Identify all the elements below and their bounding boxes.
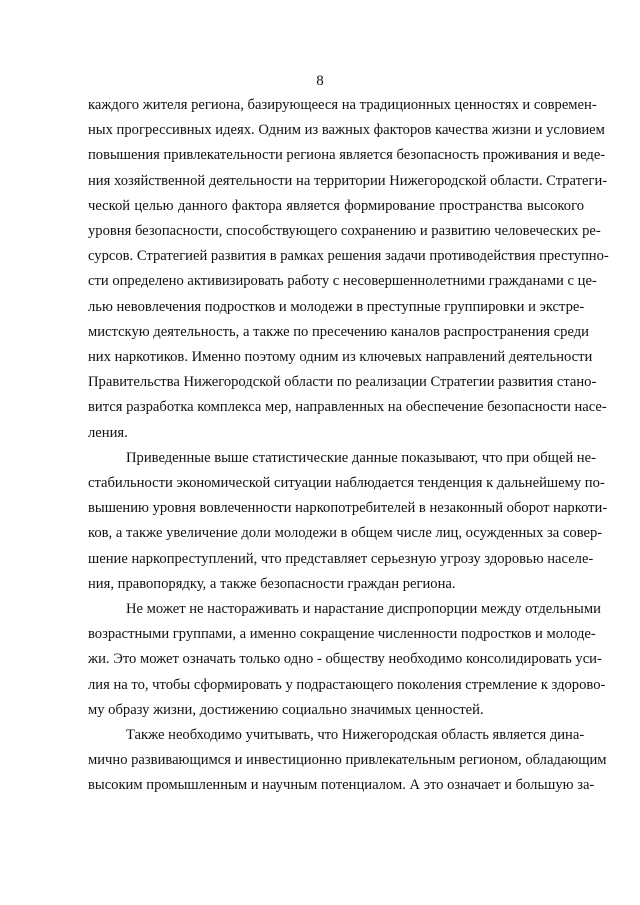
text-line: ния хозяйственной деятельности на территории Нижегородской области. Стратеги- [88,172,608,189]
text-line: них наркотиков. Именно поэтому одним из ключевых направлений деятельности [88,349,593,366]
text-line: лью невовлечения подростков и молодежи в преступные группировки и экстре- [88,298,585,315]
text-line: мистскую деятельность, а также по пресечению каналов распространения среди [88,323,589,340]
paragraph [88,597,606,723]
text-line: уровня безопасности, способствующего сохранению и развитию человеческих ре- [88,223,601,240]
text-line: ков, а также увеличение доли молодежи в общем числе лиц, осужденных за совер- [88,525,603,542]
text-line: ния, правопорядку, а также безопасности граждан региона. [88,575,456,592]
text-line: ческой целью данного фактора является формирование пространства высокого [88,197,584,214]
text-line: возрастными группами, а именно сокращение численности подростков и молоде- [88,626,596,643]
text-line: шение наркопреступлений, что представляет серьезную угрозу здоровью населе- [88,550,594,567]
text-line: Также необходимо учитывать, что Нижегородская область является дина- [126,727,585,744]
document-body [88,93,609,799]
text-line: лия на то, чтобы сформировать у подрастающего поколения стремление к здорово- [88,676,606,693]
page-number: 8 [316,73,324,89]
paragraph [88,723,607,799]
text-line: Приведенные выше статистические данные показывают, что при общей не- [126,449,596,466]
text-line: стабильности экономической ситуации наблюдается тенденция к дальнейшему по- [88,475,605,492]
text-line: высоким промышленным и научным потенциалом. А это означает и большую за- [88,777,595,794]
text-line: жи. Это может означать только одно - обществу необходимо консолидировать уси- [88,651,602,668]
text-line: сти определено активизировать работу с несовершеннолетними гражданами с це- [88,273,597,290]
text-line: Не может не настораживать и нарастание диспропорции между отдельными [126,601,601,618]
text-line: Правительства Нижегородской области по реализации Стратегии развития стано- [88,374,597,391]
text-line: му образу жизни, достижению социально значимых ценностей. [88,701,484,718]
text-line: ления. [88,424,128,441]
text-line: каждого жителя региона, базирующееся на традиционных ценностях и современ- [88,97,597,113]
text-line: вится разработка комплекса мер, направленных на обеспечение безопасности насе- [88,399,607,416]
paragraph [88,446,608,597]
text-line: ных прогрессивных идеях. Одним из важных факторов качества жизни и условием [88,122,605,139]
text-line: мично развивающимся и инвестиционно привлекательным регионом, обладающим [88,752,607,769]
text-line: вышению уровня вовлеченности наркопотребителей в незаконный оборот наркоти- [88,500,608,517]
paragraph [88,93,609,446]
text-line: повышения привлекательности региона является безопасность проживания и веде- [88,147,606,164]
text-line: сурсов. Стратегией развития в рамках решения задачи противодействия преступно- [88,248,609,265]
